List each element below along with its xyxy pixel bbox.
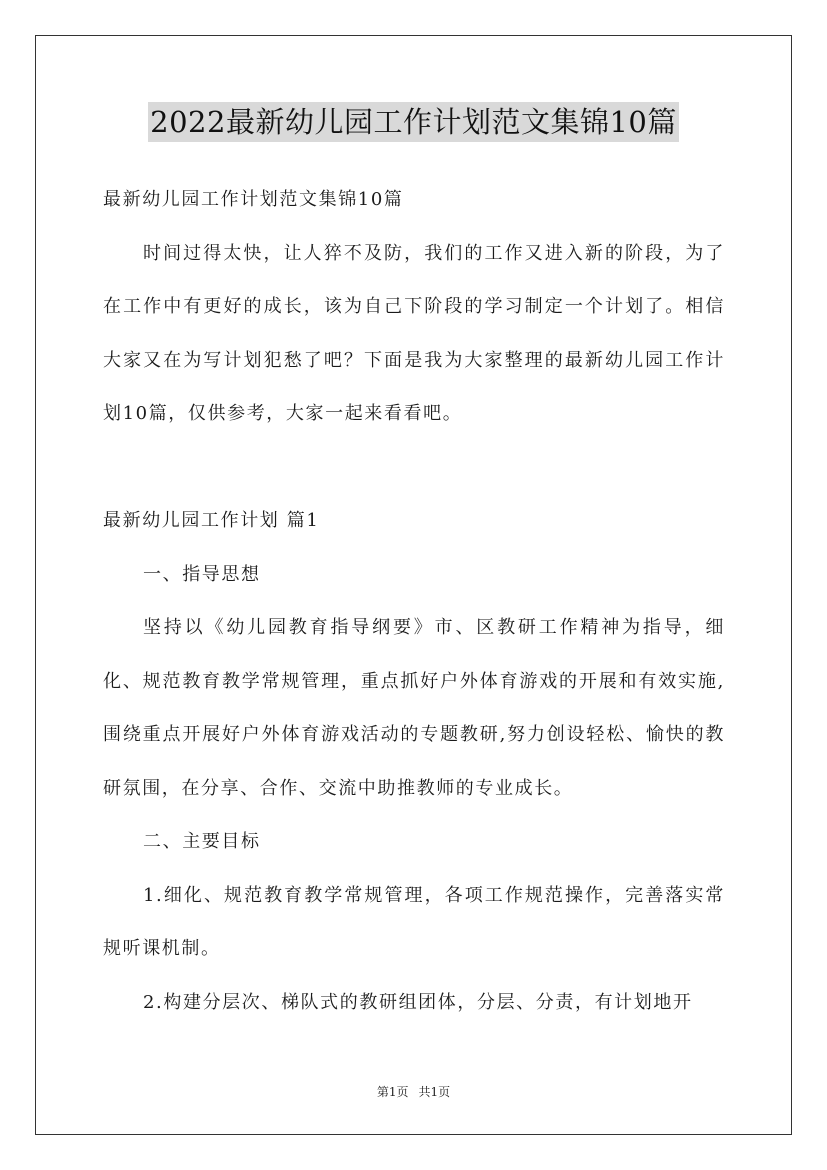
- heading-guiding-ideology: 一、指导思想: [143, 563, 261, 585]
- heading-main-goals: 二、主要目标: [143, 831, 261, 852]
- document-body: [103, 173, 725, 1029]
- goal-item-1: 1.细化、规范教育教学常规管理，各项工作规范操作，完善落实常规听课机制。: [103, 884, 725, 959]
- page-footer: [0, 1083, 827, 1100]
- spacer: [103, 441, 725, 495]
- intro-paragraph: 时间过得太快，让人猝不及防，我们的工作又进入新的阶段，为了在工作中有更好的成长，该为自己下阶段的学习制定一个计划了。相信大家又在为写计划犯愁了吧？下面是我为大家整理的最新幼儿园工作计划10篇，仅供参考，大家一起来看看吧。: [103, 242, 725, 424]
- goal-item-2: 2.构建分层次、梯队式的教研组团体，分层、分责，有计划地开: [143, 991, 693, 1013]
- page-total: 共1页: [418, 1085, 451, 1099]
- title-container: [0, 102, 827, 142]
- section-heading: 最新幼儿园工作计划 篇1: [103, 510, 320, 531]
- document-subtitle: 最新幼儿园工作计划范文集锦10篇: [103, 189, 404, 210]
- page-number: 第1页: [376, 1085, 409, 1099]
- document-title: 2022最新幼儿园工作计划范文集锦10篇: [148, 102, 679, 142]
- guiding-ideology-paragraph: 坚持以《幼儿园教育指导纲要》市、区教研工作精神为指导，细化、规范教育教学常规管理，重点抓好户外体育游戏的开展和有效实施,围绕重点开展好户外体育游戏活动的专题教研,努力创设轻松、愉快的教研氛围，在分享、合作、交流中助推教师的专业成长。: [103, 617, 725, 799]
